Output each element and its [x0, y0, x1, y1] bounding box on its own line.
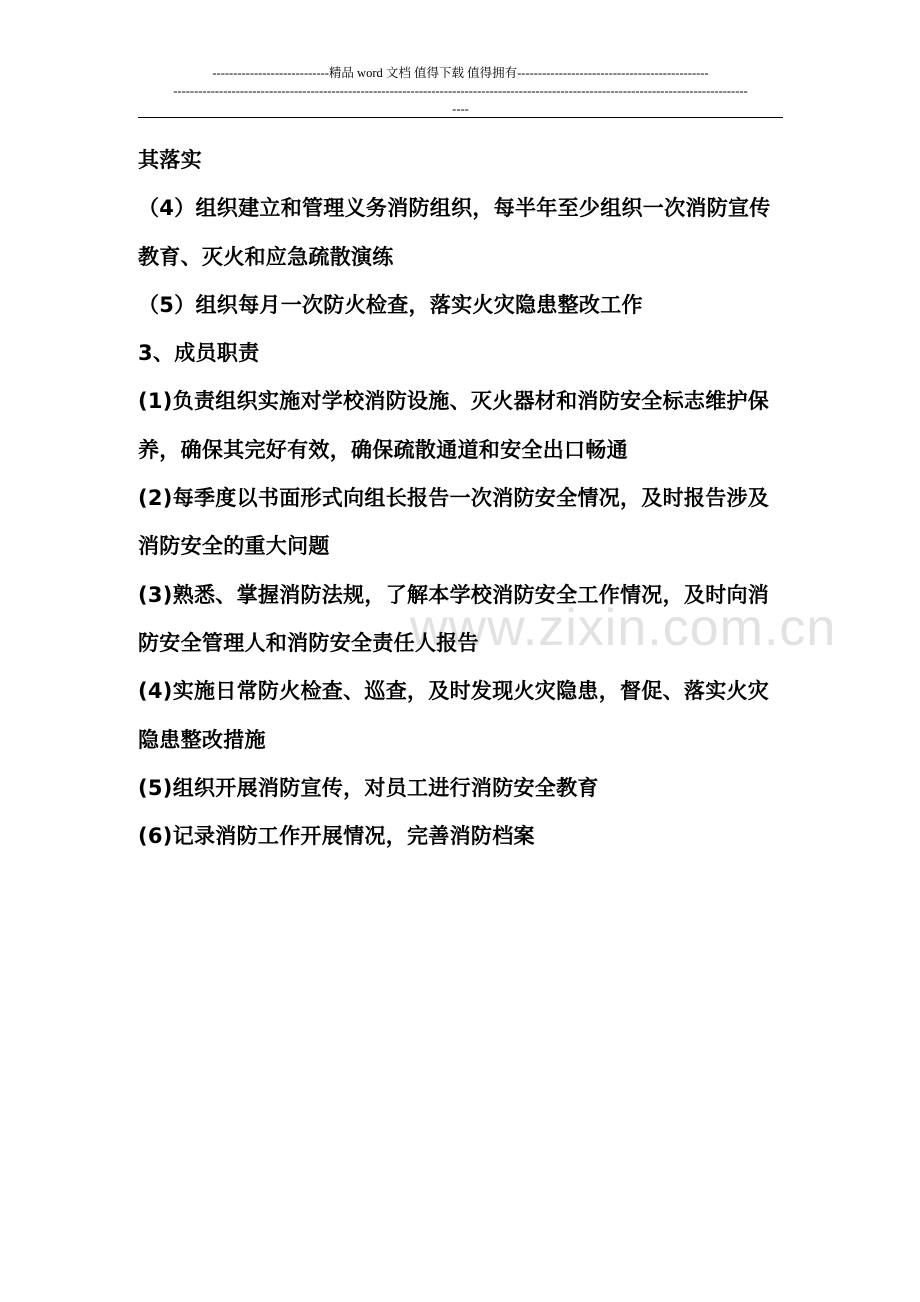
paragraph-line: (6)记录消防工作开展情况，完善消防档案	[138, 824, 535, 849]
paragraph-line: (1)负责组织实施对学校消防设施、灭火器材和消防安全标志维护保	[138, 389, 770, 414]
paragraph-line: 隐患整改措施	[138, 727, 266, 752]
paragraph-line: 其落实	[138, 148, 202, 172]
header-divider	[138, 117, 783, 118]
document-body	[138, 136, 786, 860]
paragraph-line: (4)实施日常防火检查、巡查，及时发现火灾隐患，督促、落实火灾	[138, 679, 770, 704]
paragraph-line: 养，确保其完好有效，确保疏散通道和安全出口畅通	[138, 437, 628, 462]
watermark: www.zixin.com.cn	[410, 599, 837, 657]
paragraph-line: （4）组织建立和管理义务消防组织，每半年至少组织一次消防宣传	[138, 196, 771, 221]
paragraph-line: 教育、灭火和应急疏散演练	[138, 244, 394, 269]
header-dash-line: ------------------------------------------------------------------------------------------------------------------------------------------	[173, 84, 748, 98]
paragraph-line: (5)组织开展消防宣传，对员工进行消防安全教育	[138, 775, 599, 800]
paragraph-line: (2)每季度以书面形式向组长报告一次消防安全情况，及时报告涉及	[138, 486, 770, 511]
section-heading: 3、成员职责	[138, 341, 260, 366]
header-banner-text: ----------------------------精品 word 文档 值得下载 值得拥有----------------------------------------------	[212, 66, 709, 80]
header-dash-tail: ----	[452, 102, 469, 116]
paragraph-line: 防安全管理人和消防安全责任人报告	[138, 630, 479, 655]
paragraph-line: （5）组织每月一次防火检查，落实火灾隐患整改工作	[138, 292, 643, 317]
paragraph-line: 消防安全的重大问题	[138, 534, 330, 559]
page-header	[138, 64, 783, 118]
paragraph-line: (3)熟悉、掌握消防法规，了解本学校消防安全工作情况，及时向消	[138, 582, 770, 607]
